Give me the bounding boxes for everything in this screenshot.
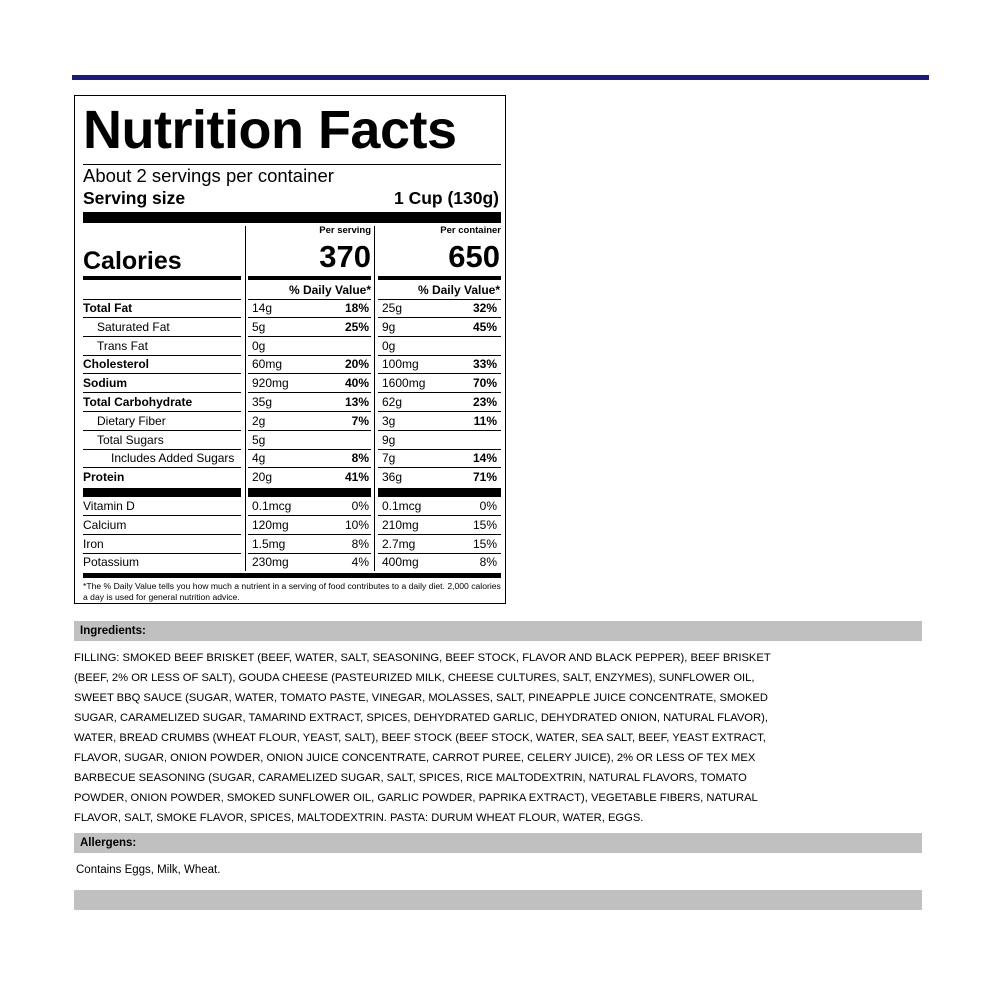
daily-value-footnote: *The % Daily Value tells you how much a nutrient in a serving of food contributes to a daily diet. 2,000 calories a day is used for general nutrition advice. <box>83 581 501 602</box>
amount-per-container: 1600mg <box>382 376 426 391</box>
amount-per-serving: 230mg <box>252 555 289 570</box>
nutrient-name: Calcium <box>83 517 127 532</box>
amount-per-container: 210mg <box>382 517 419 532</box>
nutrition-facts-title: Nutrition Facts <box>83 100 457 160</box>
amount-per-serving: 14g <box>252 301 273 315</box>
amount-per-serving: 920mg <box>252 376 289 391</box>
top-divider <box>72 75 929 80</box>
per-serving-label: Per serving <box>319 225 371 236</box>
amount-per-container: 400mg <box>382 555 419 570</box>
nutrient-name: Protein <box>83 470 125 485</box>
nutrient-name: Trans Fat <box>97 338 148 353</box>
vitamin-row <box>83 497 501 516</box>
nutrient-name: Includes Added Sugars <box>111 451 235 466</box>
nutrient-name: Total Fat <box>83 301 133 315</box>
nutrient-name: Potassium <box>83 555 140 570</box>
percent-dv-per-container: 70% <box>472 376 497 391</box>
nutrient-name: Cholesterol <box>83 357 150 372</box>
percent-dv-per-serving: 0% <box>351 499 369 513</box>
amount-per-container: 3g <box>382 413 396 428</box>
amount-per-container: 2.7mg <box>382 536 416 551</box>
calories-per-container: 650 <box>448 239 500 274</box>
amount-per-serving: 0g <box>252 338 266 353</box>
nutrition-facts-label <box>74 95 506 604</box>
percent-dv-per-serving: 7% <box>351 413 369 428</box>
vitamin-row <box>83 553 501 572</box>
percent-dv-per-container: 8% <box>479 555 497 570</box>
daily-value-header: % Daily Value* <box>288 283 371 297</box>
daily-value-header: % Daily Value* <box>417 283 500 297</box>
nutrient-name: Total Sugars <box>97 432 164 447</box>
nutrient-name: Total Carbohydrate <box>83 395 193 409</box>
serving-size-label: Serving size <box>83 188 186 208</box>
percent-dv-per-serving: 8% <box>351 536 369 551</box>
amount-per-container: 36g <box>382 470 403 485</box>
amount-per-container: 9g <box>382 319 396 334</box>
amount-per-serving: 4g <box>252 451 266 466</box>
percent-dv-per-serving: 18% <box>344 301 369 315</box>
ingredients-heading: Ingredients: <box>80 625 146 637</box>
nutrient-row <box>83 431 501 450</box>
footer-bar <box>74 890 922 910</box>
percent-dv-per-serving: 13% <box>344 395 369 409</box>
amount-per-container: 0.1mcg <box>382 499 422 513</box>
amount-per-serving: 20g <box>252 470 273 485</box>
amount-per-serving: 35g <box>252 395 273 409</box>
amount-per-serving: 2g <box>252 413 266 428</box>
thick-divider <box>248 488 371 497</box>
percent-dv-per-container: 71% <box>472 470 497 485</box>
amount-per-container: 9g <box>382 432 396 447</box>
percent-dv-per-container: 15% <box>472 536 497 551</box>
nutrient-row <box>83 374 501 393</box>
nutrient-name: Saturated Fat <box>97 319 170 334</box>
nutrient-name: Vitamin D <box>83 499 135 513</box>
nutrient-row <box>83 337 501 356</box>
percent-dv-per-container: 11% <box>473 413 497 428</box>
nutrient-row <box>83 318 501 337</box>
amount-per-container: 25g <box>382 301 403 315</box>
thick-divider <box>83 488 241 497</box>
percent-dv-per-serving: 8% <box>351 451 369 466</box>
thick-divider <box>83 276 241 280</box>
amount-per-serving: 60mg <box>252 357 283 372</box>
thick-divider <box>83 212 501 223</box>
percent-dv-per-container: 33% <box>472 357 497 372</box>
vitamin-row <box>83 516 501 535</box>
thick-divider <box>378 488 501 497</box>
thick-divider <box>83 573 501 578</box>
serving-size-value: 1 Cup (130g) <box>393 188 499 208</box>
allergens-heading-bar <box>74 833 922 853</box>
nutrient-row <box>83 393 501 412</box>
calories-per-serving: 370 <box>319 239 371 274</box>
ingredients-heading-bar <box>74 621 922 641</box>
thick-divider <box>248 276 371 280</box>
nutrient-row <box>83 355 501 374</box>
amount-per-serving: 5g <box>252 319 266 334</box>
percent-dv-per-serving: 20% <box>344 357 369 372</box>
percent-dv-per-container: 14% <box>472 451 497 466</box>
nutrient-row <box>83 449 501 468</box>
percent-dv-per-container: 23% <box>472 395 497 409</box>
percent-dv-per-container: 45% <box>472 319 497 334</box>
amount-per-serving: 5g <box>252 432 266 447</box>
allergens-text: Contains Eggs, Milk, Wheat. <box>76 864 221 876</box>
per-container-label: Per container <box>440 225 501 236</box>
percent-dv-per-serving: 25% <box>344 319 369 334</box>
percent-dv-per-serving: 40% <box>344 376 369 391</box>
amount-per-container: 100mg <box>382 357 419 372</box>
nutrient-row <box>83 468 501 487</box>
percent-dv-per-container: 32% <box>472 301 497 315</box>
percent-dv-per-container: 0% <box>479 499 497 513</box>
amount-per-serving: 120mg <box>252 517 289 532</box>
vitamin-row <box>83 535 501 554</box>
percent-dv-per-serving: 10% <box>344 517 369 532</box>
allergens-heading: Allergens: <box>80 837 137 849</box>
nutrient-name: Dietary Fiber <box>97 413 166 428</box>
nutrient-row <box>83 299 501 318</box>
amount-per-container: 7g <box>382 451 396 466</box>
nutrient-name: Sodium <box>83 376 127 391</box>
percent-dv-per-serving: 41% <box>344 470 369 485</box>
percent-dv-per-serving: 4% <box>351 555 369 570</box>
amount-per-serving: 1.5mg <box>252 536 286 551</box>
nutrient-name: Iron <box>83 536 104 551</box>
amount-per-container: 62g <box>382 395 403 409</box>
amount-per-container: 0g <box>382 338 396 353</box>
percent-dv-per-container: 15% <box>472 517 497 532</box>
servings-per-container: About 2 servings per container <box>83 165 334 186</box>
ingredients-text: FILLING: SMOKED BEEF BRISKET (BEEF, WATER, SALT, SEASONING, BEEF STOCK, FLAVOR AND BLACK PEPPER), BEEF BRISKET (BEEF, 2% OR LESS OF SALT), GOUDA CHEESE (PASTEURIZED MILK, CHEESE CULTURES, SALT, ENZYMES), SUNFLOWER OIL, SWEET BBQ SAUCE (SUGAR, WATER, TOMATO PASTE, VINEGAR, MOLASSES, SALT, PINEAPPLE JUICE CONCENTRATE, SMOKED SUGAR, CARAMELIZED SUGAR, TAMARIND EXTRACT, SPICES, DEHYDRATED GARLIC, DEHYDRATED ONION, NATURAL FLAVOR), WATER, BREAD CRUMBS (WHEAT FLOUR, YEAST, SALT), BEEF STOCK (BEEF STOCK, WATER, SEA SALT, BEEF, YEAST EXTRACT, FLAVOR, SUGAR, ONION POWDER, ONION JUICE CONCENTRATE, CARROT PUREE, CELERY JUICE), 2% OR LESS OF TEX MEX BARBECUE SEASONING (SUGAR, CARAMELIZED SUGAR, SALT, SPICES, RICE MALTODEXTRIN, NATURAL FLAVORS, TOMATO POWDER, ONION POWDER, SMOKED SUNFLOWER OIL, GARLIC POWDER, PAPRIKA EXTRACT), VEGETABLE FIBERS, NATURAL FLAVOR, SALT, SMOKE FLAVOR, SPICES, MALTODEXTRIN. PASTA: DURUM WHEAT FLOUR, WATER, EGGS. <box>74 652 771 824</box>
amount-per-serving: 0.1mcg <box>252 499 292 513</box>
nutrient-row <box>83 412 501 431</box>
calories-label: Calories <box>83 247 182 275</box>
thick-divider <box>378 276 501 280</box>
